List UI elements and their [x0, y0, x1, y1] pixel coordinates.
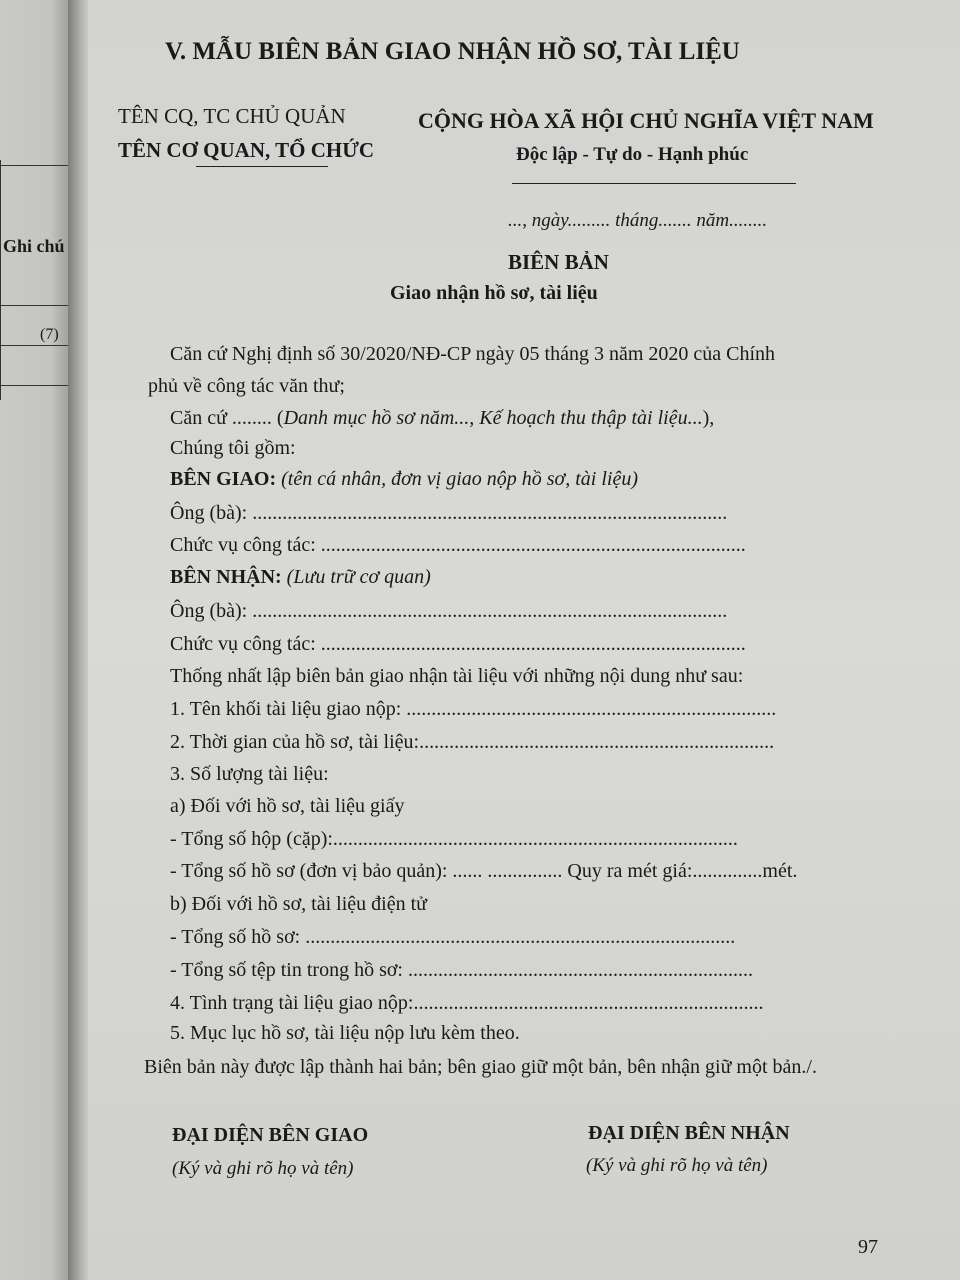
table-border: [0, 305, 68, 306]
field-line: 1. Tên khối tài liệu giao nộp: ..........................................................................: [170, 698, 777, 720]
agency-name: TÊN CƠ QUAN, TỔ CHỨC: [118, 138, 375, 162]
parent-agency: TÊN CQ, TC CHỦ QUẢN: [118, 104, 346, 128]
book-gutter: [68, 0, 90, 1280]
body-line: 5. Mục lục hồ sơ, tài liệu nộp lưu kèm theo.: [170, 1022, 520, 1044]
table-border: [0, 345, 68, 346]
body-line: [170, 468, 638, 491]
body-line: phủ về công tác văn thư;: [148, 375, 345, 397]
table-border: [0, 385, 68, 386]
body-line: [170, 566, 431, 589]
body-line: Thống nhất lập biên bản giao nhận tài liệu với những nội dung như sau:: [170, 665, 744, 687]
field-line: 2. Thời gian của hồ sơ, tài liệu:.......................................................................: [170, 731, 775, 753]
text: Căn cứ ........ (: [170, 407, 284, 429]
body-line: a) Đối với hồ sơ, tài liệu giấy: [170, 795, 405, 817]
table-border: [0, 165, 68, 166]
field-line: 4. Tình trạng tài liệu giao nộp:......................................................................: [170, 992, 764, 1014]
underline: [512, 183, 796, 184]
left-page-edge: [0, 0, 72, 1280]
field-line: Chức vụ công tác: .....................................................................................: [170, 534, 746, 556]
section-title: V. MẪU BIÊN BẢN GIAO NHẬN HỒ SƠ, TÀI LIỆU: [165, 38, 740, 65]
note: (tên cá nhân, đơn vị giao nộp hồ sơ, tài liệu): [281, 468, 638, 490]
field-line: - Tổng số hồ sơ: ......................................................................................: [170, 926, 736, 948]
page-number: 97: [858, 1236, 878, 1258]
underline: [196, 166, 328, 167]
field-line: - Tổng số hồ sơ (đơn vị bảo quản): ...... ............... Quy ra mét giá:..............mét.: [170, 860, 798, 882]
motto: Độc lập - Tự do - Hạnh phúc: [516, 144, 749, 165]
field-line: - Tổng số tệp tin trong hồ sơ: .....................................................................: [170, 959, 753, 981]
body-line: b) Đối với hồ sơ, tài liệu điện tử: [170, 893, 427, 915]
closing-line: Biên bản này được lập thành hai bản; bên giao giữ một bản, bên nhận giữ một bản./.: [144, 1056, 817, 1078]
column-number: (7): [40, 326, 59, 343]
note: (Lưu trữ cơ quan): [286, 566, 431, 588]
label: BÊN GIAO:: [170, 468, 277, 490]
field-line: Chức vụ công tác: .....................................................................................: [170, 633, 746, 655]
nation-title: CỘNG HÒA XÃ HỘI CHỦ NGHĨA VIỆT NAM: [418, 108, 874, 133]
body-line: Căn cứ Nghị định số 30/2020/NĐ-CP ngày 05 tháng 3 năm 2020 của Chính: [170, 343, 776, 365]
date-line: ..., ngày......... tháng....... năm........: [508, 210, 768, 231]
body-line: 3. Số lượng tài liệu:: [170, 763, 329, 785]
document-subtitle: Giao nhận hồ sơ, tài liệu: [390, 282, 598, 304]
field-line: - Tổng số hộp (cặp):.................................................................................: [170, 828, 738, 850]
signature-right-title: ĐẠI DIỆN BÊN NHẬN: [588, 1122, 790, 1144]
signature-left-title: ĐẠI DIỆN BÊN GIAO: [172, 1124, 369, 1146]
column-header: Ghi chú: [3, 236, 65, 256]
text: ),: [702, 407, 715, 429]
table-border: [0, 160, 1, 400]
label: BÊN NHẬN:: [170, 566, 282, 588]
document-title: BIÊN BẢN: [508, 250, 609, 274]
text: Danh mục hồ sơ năm..., Kế hoạch thu thập tài liệu...: [283, 407, 703, 429]
body-line: [170, 407, 714, 430]
signature-left-note: (Ký và ghi rõ họ và tên): [172, 1158, 354, 1179]
signature-right-note: (Ký và ghi rõ họ và tên): [586, 1155, 768, 1176]
field-line: Ông (bà): ...............................................................................................: [170, 502, 728, 524]
body-line: Chúng tôi gồm:: [170, 437, 296, 459]
field-line: Ông (bà): ...............................................................................................: [170, 600, 728, 622]
